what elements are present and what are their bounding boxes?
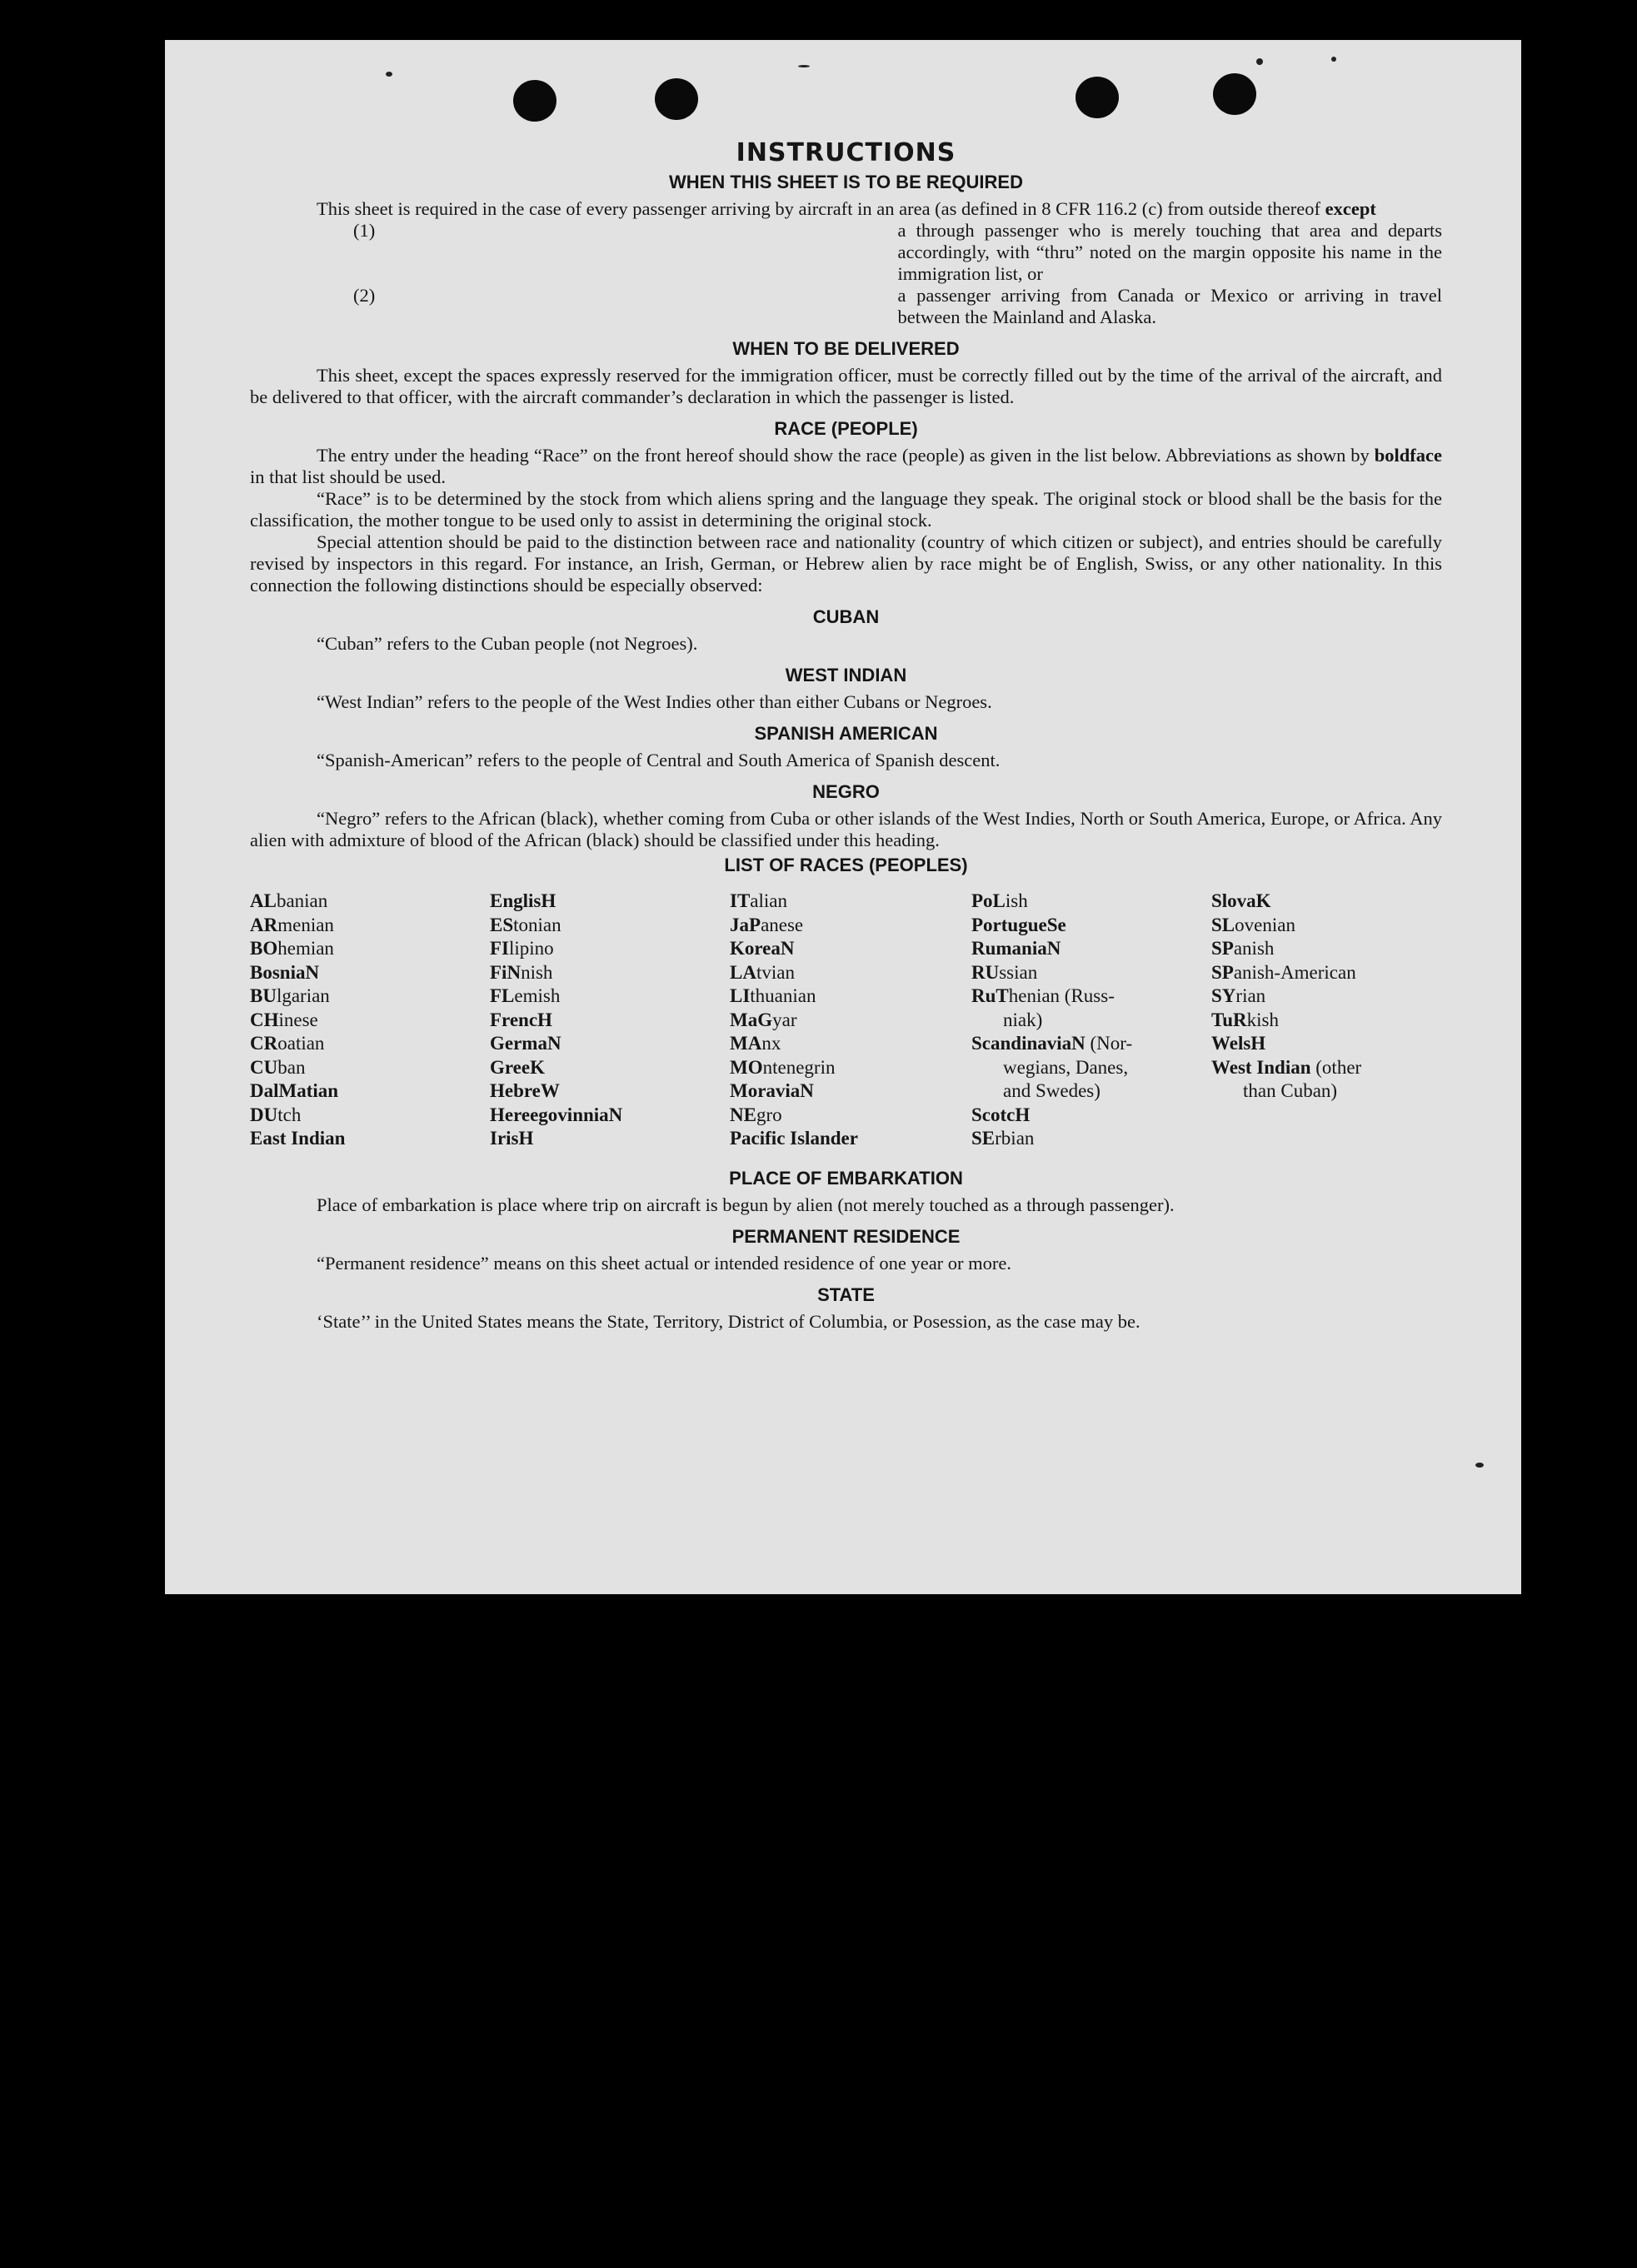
race-entry-bold: IT [730,890,751,911]
race-entry-rest: rian [1235,985,1266,1006]
race-entry-rest: tch [277,1104,302,1125]
paragraph-race: Special attention should be paid to the distinction between race and nationality (country of which citizen or subject), and entries should be carefully revised by inspectors in this regard. For instance, an Irish, German, or Hebrew alien by race might be of English, Swiss, or any other nationality. In this connection the following distinctions should be especially observed: [250,531,1442,596]
race-entry-bold: LA [730,961,756,983]
race-entry [971,961,1211,985]
race-entry-bold: CU [250,1056,278,1078]
race-entry-bold: BO [250,938,278,959]
race-entry-bold: West Indian [1211,1056,1311,1078]
race-entry-bold: GreeK [490,1056,545,1078]
race-entry [250,1032,490,1056]
race-entry-rest: and Swedes) [1003,1080,1100,1101]
race-entry-rest: banian [276,890,328,911]
paragraph-permanent-residence: “Permanent residence” means on this sheet actual or intended residence of one year or more. [317,1252,1012,1274]
race-entry-bold: DU [250,1104,278,1125]
race-entry-bold: RuT [971,985,1009,1006]
race-entry [971,1127,1211,1151]
race-entry [971,1079,1211,1104]
race-entry-rest: gro [756,1104,782,1125]
race-entry-bold: GermaN [490,1033,561,1054]
speck [1256,58,1263,65]
speck [386,72,392,77]
race-entry-rest: ish [1005,890,1028,911]
race-entry [250,1009,490,1033]
race-entry [250,890,490,914]
race-entry [250,937,490,961]
race-entry [971,890,1211,914]
race-entry-bold: LI [730,985,751,1006]
race-entry [730,1056,971,1080]
race-entry-rest: anish [1233,938,1275,959]
race-entry [730,1104,971,1128]
race-entry [730,961,971,985]
race-entry-bold: CR [250,1033,278,1054]
race-entry-rest: anish-American [1233,961,1356,983]
race-entry-bold: HereegovinniaN [490,1104,623,1125]
heading-permanent-residence: PERMANENT RESIDENCE [731,1225,961,1247]
speck [1331,57,1336,62]
speck [798,65,810,67]
race-entry-bold: WelsH [1211,1033,1266,1054]
race-entry [971,937,1211,961]
race-entry-bold: Dal [250,1080,279,1101]
race-entry-rest: rbian [995,1128,1035,1149]
race-column [490,890,730,1151]
race-entry-bold: Bosnia [250,961,306,983]
race-entry [971,1104,1211,1128]
race-entry-bold: SL [1211,914,1235,935]
race-entry [490,984,730,1009]
race-entry-rest: than Cuban) [1243,1080,1338,1101]
race-entry [730,1032,971,1056]
race-entry-bold: PoL [971,890,1006,911]
race-entry [490,1009,730,1033]
race-entry [1211,914,1461,938]
race-column [1211,890,1461,1151]
race-entry-rest: inese [278,1009,318,1030]
race-entry [971,1056,1211,1080]
race-entry-bold: Pacific Islander [730,1128,858,1149]
race-entry [490,914,730,938]
race-entry-bold: ScandinaviaN [971,1033,1086,1054]
race-entry [971,1009,1211,1033]
race-entry-bold: FrencH [490,1009,552,1030]
race-entry-bold: SP [1211,961,1234,983]
paragraph-required: This sheet is required in the case of every passenger arriving by aircraft in an area (as defined in 8 CFR 116.2 (c) from outside thereof except [317,198,1376,219]
race-entry [490,890,730,914]
paragraph-race: The entry under the heading “Race” on the front hereof should show the race (people) as given in the list below. Abbreviations as shown by boldface in that list should be used. [250,445,1442,487]
heading-when-delivered: WHEN TO BE DELIVERED [732,338,960,359]
race-entry [971,984,1211,1009]
race-entry [730,984,971,1009]
punch-hole [655,78,698,120]
race-entry [730,1009,971,1033]
race-entry-bold: MA [730,1033,762,1054]
race-entry [1211,1032,1461,1056]
page-title: INSTRUCTIONS [736,138,956,167]
paragraph-state: ‘State’’ in the United States means the State, Territory, District of Columbia, or Posession, as the case may be. [317,1310,1140,1332]
race-entry [730,1079,971,1104]
race-entry-rest: henian (Russ- [1008,985,1115,1006]
race-entry [250,914,490,938]
race-entry-rest: yar [772,1009,797,1030]
race-entry-rest: alian [750,890,787,911]
race-entry-bold: HebreW [490,1080,560,1101]
race-entry-rest: oatian [277,1033,325,1054]
race-entry-bold: ScotcH [971,1104,1031,1125]
race-entry-rest: kish [1246,1009,1279,1030]
paragraph-negro: “Negro” refers to the African (black), whether coming from Cuba or other islands of the West Indies, North or South America, Europe, or Africa. Any alien with admixture of blood of the African (black) should be classified under this heading. [250,808,1442,850]
race-entry [971,914,1211,938]
heading-negro: NEGRO [812,781,880,802]
race-entry [250,961,490,985]
race-entry [490,1079,730,1104]
race-entry-bold: MoraviaN [730,1080,814,1101]
race-entry-rest: nx [761,1033,781,1054]
race-entry-bold: BU [250,985,277,1006]
heading-cuban: CUBAN [812,606,880,627]
race-entry-rest: lgarian [276,985,330,1006]
race-entry [971,1032,1211,1056]
race-entry [250,1104,490,1128]
race-entry-bold: FI [490,938,509,959]
race-entry [490,1032,730,1056]
race-entry-bold: RumaniaN [971,938,1061,959]
heading-when-required: WHEN THIS SHEET IS TO BE REQUIRED [669,172,1023,192]
race-entry-rest: niak) [1003,1009,1043,1030]
race-entry-rest: menian [277,914,334,935]
speck [1475,1463,1484,1468]
race-entry [730,890,971,914]
race-entry-bold: JaP [730,914,761,935]
race-entry-rest: ntenegrin [762,1056,836,1078]
race-entry [250,984,490,1009]
race-entry-bold: TuR [1211,1009,1247,1030]
race-entry-bold: MO [730,1056,763,1078]
race-entry-bold: East Indian [250,1128,346,1149]
race-entry [1211,890,1461,914]
heading-state: STATE [817,1284,875,1305]
race-entry [490,1056,730,1080]
race-entry [250,1056,490,1080]
race-column [971,890,1211,1151]
race-entry [1211,961,1461,985]
race-entry-bold: ES [490,914,514,935]
race-entry [1211,984,1461,1009]
exception-item: (2) a passenger arriving from Canada or Mexico or arriving in travel between the Mainland and Alaska. [353,285,1442,327]
race-entry [1211,1056,1461,1080]
race-entry-bold: AL [250,890,277,911]
race-entry-rest: lipino [509,938,554,959]
punch-hole [1076,77,1119,118]
race-entry-bold: PortugueSe [971,914,1066,935]
race-entry-rest: tvian [756,961,795,983]
race-entry [490,1104,730,1128]
race-entry [1211,937,1461,961]
race-entry-bold: EnglisH [490,890,556,911]
race-entry [490,937,730,961]
race-entry-rest: ssian [999,961,1038,983]
race-entry-rest: N [305,961,320,983]
race-entry-bold: SP [1211,938,1234,959]
race-entry-rest: thuanian [750,985,816,1006]
race-entry-bold: SlovaK [1211,890,1271,911]
race-entry-bold: IrisH [490,1128,534,1149]
race-entry [1211,1009,1461,1033]
heading-spanish-american: SPANISH AMERICAN [754,723,938,744]
race-entry-bold: SE [971,1128,996,1149]
race-entry-rest: hemian [277,938,334,959]
race-entry [250,1079,490,1104]
race-entry-rest: tonian [513,914,561,935]
race-entry-rest: (Nor- [1085,1033,1133,1054]
punch-hole [1213,73,1256,115]
race-entry-bold: SY [1211,985,1236,1006]
race-entry [730,937,971,961]
race-entry [490,961,730,985]
paragraph-race: “Race” is to be determined by the stock from which aliens spring and the language they speak. The original stock or blood shall be the basis for the classification, the mother tongue to be used only to assist in determining the original stock. [250,488,1442,531]
race-entry-rest: emish [514,985,561,1006]
race-entry-rest: (other [1310,1056,1362,1078]
race-entry [490,1127,730,1151]
heading-race: RACE (PEOPLE) [774,418,918,439]
race-entry-rest: ovenian [1235,914,1295,935]
heading-list-of-races: LIST OF RACES (PEOPLES) [724,855,968,875]
race-entry-bold: NE [730,1104,756,1125]
race-entry-rest: nish [521,961,553,983]
race-entry-bold: AR [250,914,278,935]
race-entry-bold: KoreaN [730,938,795,959]
race-entry [730,1127,971,1151]
instruction-sheet [165,40,1521,1594]
race-entry-rest: Matian [278,1080,339,1101]
race-entry-bold: RU [971,961,1000,983]
race-entry-bold: FiN [490,961,522,983]
race-entry [1211,1079,1461,1104]
race-entry-rest: anese [761,914,804,935]
paragraph-west-indian: “West Indian” refers to the people of the West Indies other than either Cubans or Negroes. [317,691,992,712]
exception-item: (1) a through passenger who is merely touching that area and departs accordingly, with “thru” noted on the margin opposite his name in the immigration list, or [353,220,1442,284]
race-entry-rest: wegians, Danes, [1003,1056,1129,1078]
heading-west-indian: WEST INDIAN [785,665,907,685]
race-entry-bold: MaG [730,1009,773,1030]
paragraph-spanish-american: “Spanish-American” refers to the people of Central and South America of Spanish descent. [317,750,1001,770]
paragraph-cuban: “Cuban” refers to the Cuban people (not Negroes). [317,633,698,654]
race-entry-bold: FL [490,985,515,1006]
race-entry-rest: ban [277,1056,306,1078]
paragraph-delivered: This sheet, except the spaces expressly reserved for the immigration officer, must be correctly filled out by the time of the arrival of the aircraft, and be delivered to that officer, with the aircraft commander’s declaration in which the passenger is listed. [250,365,1442,407]
race-column [250,890,490,1151]
race-entry [730,914,971,938]
heading-embarkation: PLACE OF EMBARKATION [729,1167,963,1189]
race-entry [250,1127,490,1151]
paragraph-embarkation: Place of embarkation is place where trip on aircraft is begun by alien (not merely touched as a through passenger). [317,1194,1175,1215]
race-list [250,890,1442,1151]
race-entry-bold: CH [250,1009,279,1030]
punch-hole [513,80,556,122]
race-column [730,890,971,1151]
